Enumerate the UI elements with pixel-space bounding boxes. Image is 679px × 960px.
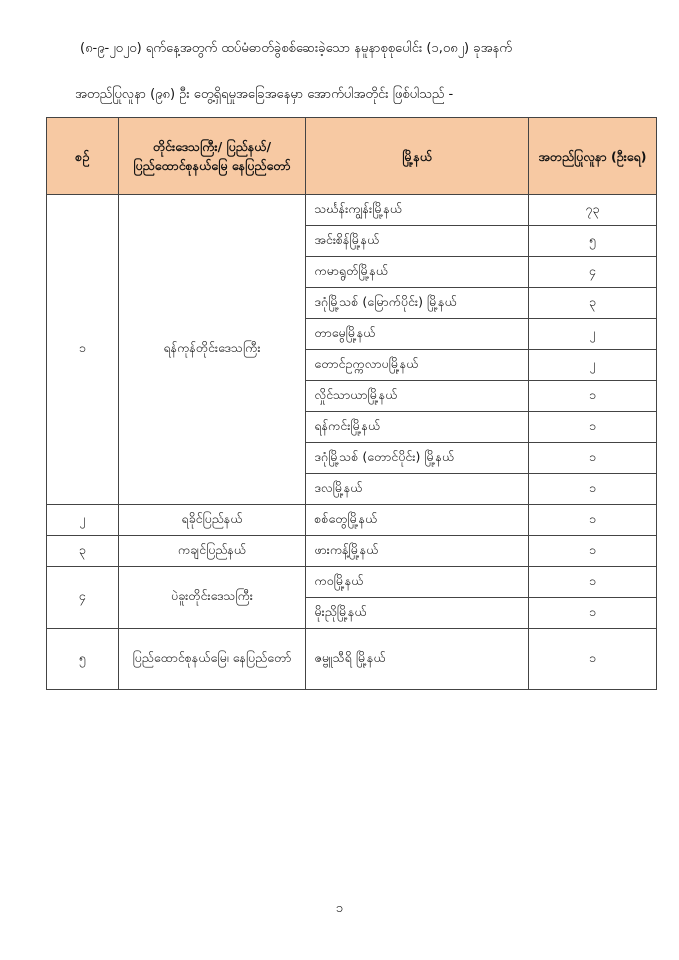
header-no: စဉ် [47,118,119,195]
row-number: ၁ [47,195,119,505]
township-name: ဒဂုံမြို့သစ် (တောင်ပိုင်း) မြို့နယ် [306,443,528,474]
table-row [47,536,657,567]
case-count: ၄ [528,257,656,288]
township-name: သင်္ဃန်းကျွန်းမြို့နယ် [306,195,528,226]
cases-table [46,117,657,690]
case-count: ၁ [528,474,656,505]
intro-line-2: အတည်ပြုလူနာ (၉၈) ဦး တွေ့ရှိရမှုအခြေအနေမှာ အောက်ပါအတိုင်း ဖြစ်ပါသည် - [75,87,454,102]
case-count: ၃ [528,288,656,319]
region-name: ရခိုင်ပြည်နယ် [118,505,306,536]
table-header-row [47,118,657,195]
case-count: ၁ [528,443,656,474]
case-count: ၁ [528,567,656,598]
case-count: ၅ [528,226,656,257]
case-count: ၇၃ [528,195,656,226]
intro-line-1: (၈-၉-၂၀၂၀) ရက်နေ့အတွက် ထပ်မံဓာတ်ခွဲစစ်ဆေးခဲ့သော နမူနာစုစုပေါင်း (၁,၀၈၂) ခုအနက် [80,41,512,56]
header-region: တိုင်းဒေသကြီး/ ပြည်နယ်/ ပြည်ထောင်စုနယ်မြေ နေပြည်တော် [118,118,306,195]
township-name: အင်းစိန်မြို့နယ် [306,226,528,257]
township-name: ရန်ကင်းမြို့နယ် [306,412,528,443]
case-count: ၂ [528,319,656,350]
township-name: ကဝမြို့နယ် [306,567,528,598]
header-count: အတည်ပြုလူနာ (ဦးရေ) [528,118,656,195]
region-name: ပဲခူးတိုင်းဒေသကြီး [118,567,306,629]
case-count: ၂ [528,350,656,381]
township-name: တာမွေမြို့နယ် [306,319,528,350]
table-body [47,195,657,690]
case-count: ၁ [528,536,656,567]
case-count: ၁ [528,381,656,412]
township-name: ဒလမြို့နယ် [306,474,528,505]
case-count: ၁ [528,505,656,536]
table-row [47,629,657,690]
township-name: စစ်တွေမြို့နယ် [306,505,528,536]
header-township: မြို့နယ် [306,118,528,195]
region-name: ပြည်ထောင်စုနယ်မြေ၊ နေပြည်တော် [118,629,306,690]
table-row [47,567,657,598]
township-name: ကမာရွတ်မြို့နယ် [306,257,528,288]
township-name: ဖားကန့်မြို့နယ် [306,536,528,567]
township-name: ဇမ္ဗူသီရိ မြို့နယ် [306,629,528,690]
row-number: ၅ [47,629,119,690]
case-count: ၁ [528,629,656,690]
table-row [47,505,657,536]
page-number: ၁ [335,901,344,916]
region-name: ကချင်ပြည်နယ် [118,536,306,567]
table-row [47,195,657,226]
row-number: ၂ [47,505,119,536]
case-count: ၁ [528,412,656,443]
case-count: ၁ [528,598,656,629]
township-name: မိုးညိုမြို့နယ် [306,598,528,629]
township-name: တောင်ဥက္ကလာပမြို့နယ် [306,350,528,381]
row-number: ၄ [47,567,119,629]
township-name: ဒဂုံမြို့သစ် (မြောက်ပိုင်း) မြို့နယ် [306,288,528,319]
township-name: လှိုင်သာယာမြို့နယ် [306,381,528,412]
row-number: ၃ [47,536,119,567]
region-name: ရန်ကုန်တိုင်းဒေသကြီး [118,195,306,505]
